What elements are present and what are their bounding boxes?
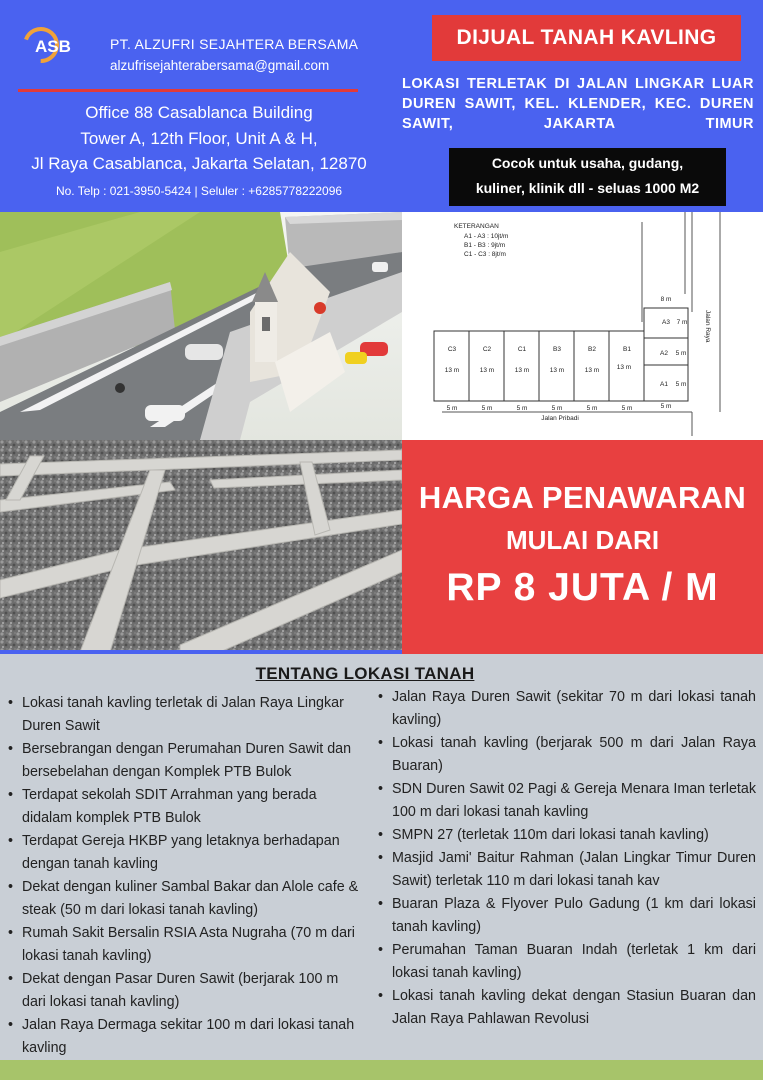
list-item: • Terdapat Gereja HKBP yang letaknya berhadapan dengan tanah kavling — [8, 830, 360, 876]
price-value: RP 8 JUTA / M — [446, 566, 719, 609]
office-line: Jl Raya Casablanca, Jakarta Selatan, 12870 — [31, 154, 367, 173]
company-email: alzufrisejahterabersama@gmail.com — [110, 58, 330, 73]
list-item: • Buaran Plaza & Flyover Pulo Gadung (1 km dari lokasi tanah kavling) — [378, 893, 756, 939]
lot-depth: 13 m — [514, 367, 530, 374]
office-line: Tower A, 12th Floor, Unit A & H, — [80, 128, 318, 148]
section-title: TENTANG LOKASI TANAH — [255, 664, 475, 683]
list-item: • SDN Duren Sawit 02 Pagi & Gereja Menara Iman terletak 100 m dari lokasi tanah kavling — [378, 778, 756, 824]
list-item: • Masjid Jami' Baitur Rahman (Jalan Lingkar Timur Duren Sawit) terletak 110 m dari lokasi tanah kav — [378, 847, 756, 893]
side-a2: 5 m — [675, 350, 687, 357]
lot-width: 5 m — [516, 405, 528, 412]
sell-title: DIJUAL TANAH KAVLING — [432, 15, 741, 61]
asb-logo-icon — [22, 26, 90, 64]
price-heading: HARGA PENAWARAN — [418, 480, 747, 515]
list-item: • Jalan Raya Duren Sawit (sekitar 70 m dari lokasi tanah kavling) — [378, 686, 756, 732]
lot-depth: 13 m — [444, 367, 460, 374]
lot-width: 5 m — [481, 405, 493, 412]
list-item: • Lokasi tanah kavling dekat dengan Stasiun Buaran dan Jalan Raya Pahlawan Revolusi — [378, 985, 756, 1031]
logo-text: ASB — [35, 37, 71, 56]
lot-width: 5 m — [551, 405, 563, 412]
lot-label-b1: B1 — [623, 346, 631, 353]
divider — [18, 89, 358, 92]
price-subheading: MULAI DARI — [505, 525, 660, 555]
price-box — [402, 440, 763, 654]
lot-label-b3: B3 — [553, 346, 561, 353]
lot-label-a2: A2 — [660, 350, 668, 357]
office-line: Office 88 Casablanca Building — [85, 103, 313, 122]
site-plan — [402, 212, 763, 440]
company-name: PT. ALZUFRI SEJAHTERA BERSAMA — [110, 36, 359, 52]
legend-item: C1 - C3 : 8jt/m — [464, 251, 506, 258]
street-render-image — [0, 212, 402, 440]
lot-width: 5 m — [446, 405, 458, 412]
list-item: • Lokasi tanah kavling terletak di Jalan Raya Lingkar Duren Sawit — [8, 692, 360, 738]
lot-width: 5 m — [621, 405, 633, 412]
lot-depth: 13 m — [616, 364, 632, 371]
list-item: • Bersebrangan dengan Perumahan Duren Sawit dan bersebelahan dengan Komplek PTB Bulok — [8, 738, 360, 784]
list-item: • Jalan Raya Dermaga sekitar 100 m dari lokasi tanah kavling — [8, 1014, 360, 1060]
lot-depth: 13 m — [549, 367, 565, 374]
list-item: • Perumahan Taman Buaran Indah (terletak 1 km dari lokasi tanah kavling) — [378, 939, 756, 985]
suitable-line: kuliner, klinik dll - seluas 1000 M2 — [475, 180, 700, 196]
phone-numbers: No. Telp : 021-3950-5424 | Seluler : +6285778222096 — [55, 184, 343, 198]
side-width-top: 8 m — [660, 296, 672, 303]
right-feature-list — [378, 686, 756, 1031]
legend-title: KETERANGAN — [454, 223, 499, 230]
list-item: • SMPN 27 (terletak 110m dari lokasi tanah kavling) — [378, 824, 756, 847]
lot-depth: 13 m — [479, 367, 495, 374]
list-item: • Terdapat sekolah SDIT Arrahman yang berada didalam komplek PTB Bulok — [8, 784, 360, 830]
legend-item: A1 - A3 : 10jt/m — [464, 233, 509, 240]
left-feature-list — [8, 692, 360, 1060]
road-right-label: Jalan Raya — [704, 310, 711, 343]
side-a3: 7 m — [676, 319, 688, 326]
suitable-line: Cocok untuk usaha, gudang, — [491, 155, 684, 171]
suitable-use-box — [449, 148, 726, 206]
footer-strip — [0, 1060, 763, 1080]
lot-width: 5 m — [660, 403, 672, 410]
lot-label-a1: A1 — [660, 381, 668, 388]
legend-item: B1 - B3 : 9jt/m — [464, 242, 506, 249]
side-a1: 5 m — [675, 381, 687, 388]
about-location-section — [0, 654, 763, 1060]
list-item: • Dekat dengan kuliner Sambal Bakar dan Alole cafe & steak (50 m dari lokasi tanah kavling) — [8, 876, 360, 922]
list-item: • Lokasi tanah kavling (berjarak 500 m dari Jalan Raya Buaran) — [378, 732, 756, 778]
lot-width: 5 m — [586, 405, 598, 412]
land-plot-image — [0, 440, 402, 652]
list-item: • Dekat dengan Pasar Duren Sawit (berjarak 100 m dari lokasi tanah kavling) — [8, 968, 360, 1014]
road-bottom-label: Jalan Pribadi — [541, 415, 579, 422]
lot-label-a3: A3 — [662, 319, 670, 326]
header-banner — [0, 0, 763, 212]
lot-label-c3: C3 — [447, 346, 457, 353]
office-address — [0, 100, 398, 177]
lot-label-b2: B2 — [588, 346, 596, 353]
location-text: LOKASI TERLETAK DI JALAN LINGKAR LUAR DUREN SAWIT, KEL. KLENDER, KEC. DUREN SAWIT, JAKARTA TIMUR — [402, 76, 754, 132]
list-item: • Rumah Sakit Bersalin RSIA Asta Nugraha (70 m dari lokasi tanah kavling) — [8, 922, 360, 968]
lot-label-c1: C1 — [517, 346, 527, 353]
lot-depth: 13 m — [584, 367, 600, 374]
lot-label-c2: C2 — [482, 346, 492, 353]
